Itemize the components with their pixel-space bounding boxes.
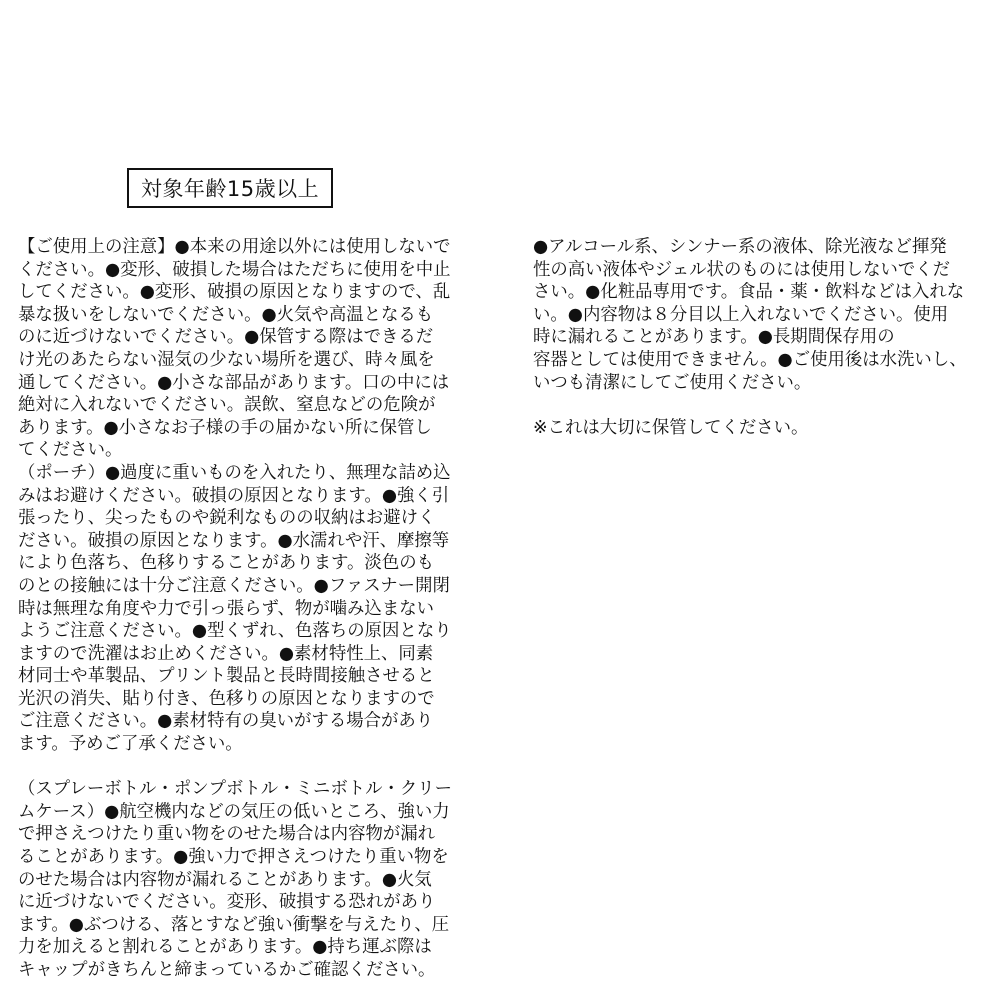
text-line: てください。: [18, 440, 123, 461]
text-line: い。●内容物は８分目以上入れないでください。使用: [533, 304, 949, 325]
text-line: 暴な扱いをしないでください。●火気や高温となるも: [18, 304, 434, 325]
text-line: いつも清潔にしてご使用ください。: [533, 372, 812, 393]
text-line: のせた場合は内容物が漏れることがあります。●火気: [18, 869, 432, 890]
text-line: 時は無理な角度や力で引っ張らず、物が噛み込まない: [18, 598, 434, 619]
text-line: ださい。破損の原因となります。●水濡れや汗、摩擦等: [18, 530, 450, 551]
text-line: キャップがきちんと締まっているかご確認ください。: [18, 960, 436, 980]
text-line: （スプレーボトル・ポンプボトル・ミニボトル・クリー: [18, 779, 453, 800]
text-line: 絶対に入れないでください。誤飲、窒息などの危険が: [18, 395, 436, 416]
text-line: 時に漏れることがあります。●長期間保存用の: [533, 327, 895, 348]
text-line: あります。●小さなお子様の手の届かない所に保管し: [18, 417, 432, 438]
text-line: により色落ち、色移りすることがあります。淡色のも: [18, 553, 434, 574]
caution-column-right: [533, 236, 993, 439]
text-line: ●アルコール系、シンナー系の液体、除光液など揮発: [533, 237, 947, 257]
text-line: してください。●変形、破損の原因となりますので、乱: [18, 282, 451, 303]
text-line: 通してください。●小さな部品があります。口の中には: [18, 372, 450, 393]
paragraph-gap: [533, 394, 993, 417]
text-line: 性の高い液体やジェル状のものには使用しないでくだ: [533, 259, 951, 280]
caution-column-left: [18, 236, 488, 982]
text-line: 容器としては使用できません。●ご使用後は水洗いし、: [533, 349, 967, 370]
text-line: 材同士や革製品、プリント製品と長時間接触させると: [18, 666, 435, 687]
text-line: ます。●ぶつける、落とすなど強い衝撃を与えたり、圧: [18, 914, 450, 935]
text-line: のに近づけないでください。●保管する際はできるだ: [18, 327, 434, 348]
text-line: 力を加えると割れることがあります。●持ち運ぶ際は: [18, 937, 432, 958]
text-line: 張ったり、尖ったものや鋭利なものの収納はお避けく: [18, 508, 436, 529]
text-line: ようご注意ください。●型くずれ、色落ちの原因となり: [18, 621, 452, 642]
text-line: ることがあります。●強い力で押さえつけたり重い物を: [18, 847, 449, 868]
text-line: で押さえつけたり重い物をのせた場合は内容物が漏れ: [18, 824, 436, 845]
text-line: に近づけないでください。変形、破損する恐れがあり: [18, 892, 436, 913]
text-line: のとの接触には十分ご注意ください。●ファスナー開閉: [18, 575, 450, 596]
text-line: ます。予めご了承ください。: [18, 734, 243, 755]
text-line: さい。●化粧品専用です。食品・薬・飲料などは入れな: [533, 282, 965, 303]
storage-note: ※これは大切に保管してください。: [533, 417, 809, 438]
text-line: 光沢の消失、貼り付き、色移りの原因となりますので: [18, 688, 435, 709]
age-rating-label: 対象年齢15歳以上: [127, 168, 333, 208]
text-line: け光のあたらない湿気の少ない場所を選び、時々風を: [18, 349, 435, 370]
text-line: みはお避けください。破損の原因となります。●強く引: [18, 485, 450, 506]
text-line: ください。●変形、破損した場合はただちに使用を中止: [18, 259, 451, 280]
text-line: （ポーチ）●過度に重いものを入れたり、無理な詰め込: [18, 462, 451, 483]
text-line: 【ご使用上の注意】●本来の用途以外には使用しないで: [18, 237, 451, 257]
text-line: ムケース）●航空機内などの気圧の低いところ、強い力: [18, 801, 450, 822]
paragraph-gap: [18, 756, 488, 779]
text-line: ますので洗濯はお止めください。●素材特性上、同素: [18, 643, 434, 664]
text-line: ご注意ください。●素材特有の臭いがする場合があり: [18, 711, 434, 732]
